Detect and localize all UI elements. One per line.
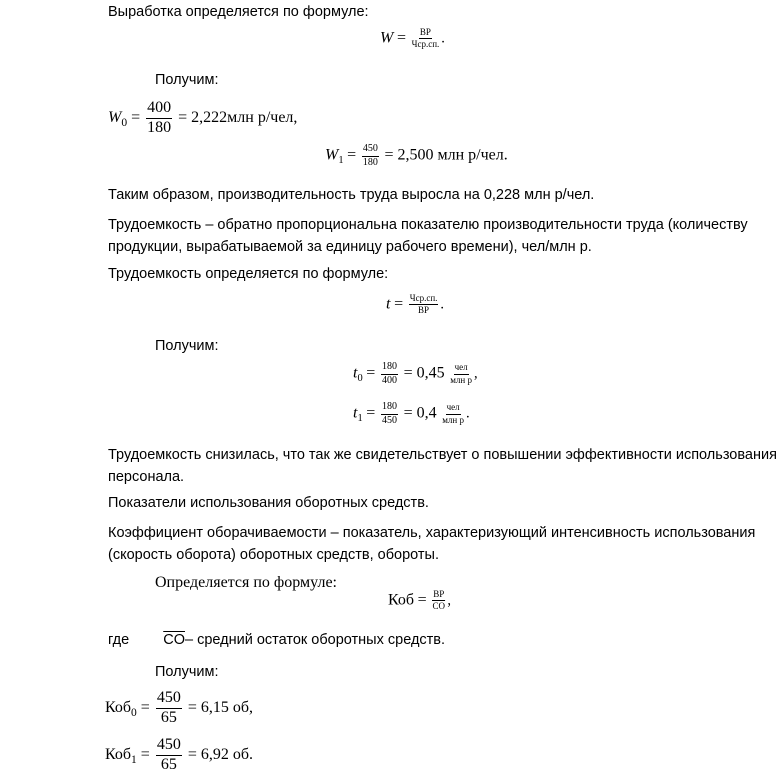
formula-rhs: = 6,15 об, [187,698,253,716]
formula-eq: = [396,29,406,47]
formula-tail: . [440,296,445,313]
formula-rhs: = 2,500 млн р/чел. [384,146,508,164]
formula-var: Коб [388,591,415,609]
formula-eq: = [366,404,376,422]
formula-sub: 0 [357,372,363,384]
fraction-num: 450 [156,690,182,709]
formula-rhs: = 6,92 об. [187,745,253,763]
fraction [412,28,440,50]
where-line [108,632,445,648]
paragraph-text [108,444,777,488]
formula-output [380,28,445,50]
fraction-num: 450 [362,144,379,157]
formula-eq: = [140,698,150,716]
fraction-num: Чср.сп. [409,294,439,305]
formula-var: t [386,295,391,313]
formula-eq: = [394,295,404,313]
formula-tail: . [441,30,445,47]
formula-eq: = [417,591,427,609]
fraction [362,144,379,168]
fraction [432,590,445,612]
formula-sub: 1 [131,754,137,766]
formula-eq: = [131,108,141,126]
formula-kob1 [105,737,253,774]
fraction-den: 180 [147,118,172,136]
paragraph-text: Трудоемкость определяется по формуле: [108,266,389,282]
formula-turnover [388,590,451,612]
fraction-den: 450 [381,414,397,426]
fraction-num: 450 [156,737,182,756]
where-text: – средний остаток оборотных средств. [184,632,446,648]
fraction [156,737,182,774]
unit-num: чел [454,363,469,374]
unit-num: чел [446,403,461,414]
formula-var: t [353,404,358,422]
fraction-den: ВР [418,305,430,316]
paragraph-line: Трудоемкость снизилась, что так же свидетельствует о повышении эффективности использования [108,447,777,463]
formula-w0 [108,100,297,137]
fraction [156,690,182,727]
paragraph-text [108,522,755,566]
fraction-num: 400 [146,100,172,119]
paragraph-text: Таким образом, производительность труда выросла на 0,228 млн р/чел. [108,187,595,203]
formula-tail: , [474,365,478,382]
formula-var: Коб [105,745,132,763]
paragraph-text: Получим: [155,72,219,88]
fraction-den: 65 [160,708,177,726]
paragraph-line: Коэффициент оборачиваемости – показатель, характеризующий интенсивность использования [108,525,756,541]
formula-sub: 1 [357,412,363,424]
fraction-den: 400 [381,374,397,386]
formula-var: W [380,29,394,47]
where-symbol: $\overline{CO}$ [163,632,185,648]
where-label: где [108,632,130,648]
fraction [146,100,172,137]
formula-t1 [353,402,470,426]
unit-den: млн р [442,414,464,425]
paragraph-line: (скорость оборота) оборотных средств, обороты. [108,547,439,563]
paragraph-text: Получим: [155,338,219,354]
paragraph-text [108,214,748,258]
fraction-den: CO [432,601,446,612]
paragraph-text: Получим: [155,664,219,680]
formula-sub: 0 [131,707,137,719]
formula-var: W [108,108,122,126]
fraction-num: 180 [381,402,398,415]
formula-value: = 0,4 [403,404,437,422]
fraction-den: 180 [362,156,378,168]
paragraph-line: персонала. [108,469,185,485]
formula-w1 [325,144,508,168]
formula-labor-intensity [386,294,444,316]
formula-kob0 [105,690,253,727]
formula-var: Коб [105,698,132,716]
paragraph-line: Трудоемкость – обратно пропорциональна показателю производительности труда (количеству [108,217,748,233]
formula-tail: . [466,405,470,422]
formula-rhs: = 2,222млн р/чел, [178,108,298,126]
fraction-den: 65 [160,755,177,773]
formula-sub: 0 [121,117,128,129]
unit-den: млн р [450,374,472,385]
paragraph-text: Показатели использования оборотных средств. [108,495,429,511]
formula-value: = 0,45 [403,364,445,382]
fraction [381,402,398,426]
paragraph-text: Выработка определяется по формуле: [108,4,369,20]
formula-var: W [325,146,339,164]
fraction-den: Чср.сп. [411,39,440,50]
fraction-num: ВР [419,28,432,39]
unit-fraction [442,403,464,425]
unit-fraction [450,363,472,385]
paragraph-text: Определяется по формуле: [155,574,337,591]
paragraph-line: продукции, вырабатываемой за единицу рабочего времени), чел/млн р. [108,239,592,255]
fraction [381,362,398,386]
formula-eq: = [347,146,357,164]
fraction-num: 180 [381,362,398,375]
formula-sub: 1 [338,154,344,166]
formula-t0 [353,362,478,386]
formula-eq: = [140,745,150,763]
fraction [409,294,439,316]
fraction-num: ВР [432,590,445,601]
formula-eq: = [366,364,376,382]
formula-var: t [353,364,358,382]
formula-tail: , [447,592,451,609]
